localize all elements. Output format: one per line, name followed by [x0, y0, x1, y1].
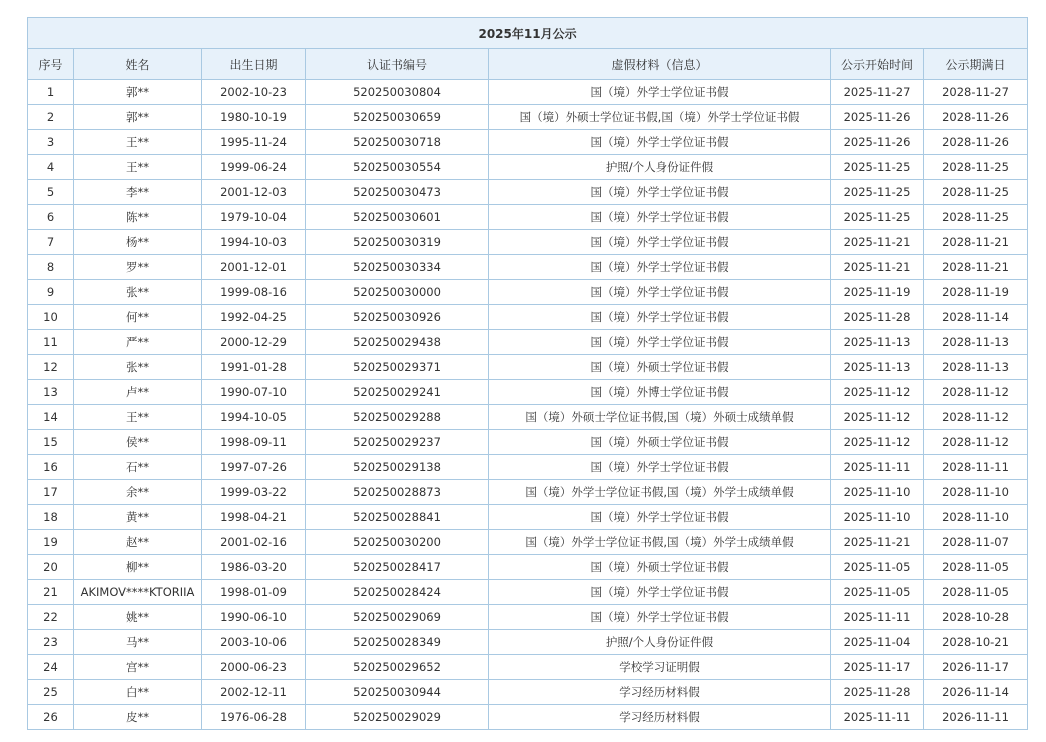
cell-index: 3 — [28, 130, 74, 155]
cell-false-material: 国（境）外学士学位证书假,国（境）外学士成绩单假 — [489, 480, 831, 505]
cell-birth-date: 1990-07-10 — [202, 380, 306, 405]
cell-index: 6 — [28, 205, 74, 230]
cell-name: 王** — [74, 405, 202, 430]
cell-birth-date: 2001-12-01 — [202, 255, 306, 280]
cell-index: 21 — [28, 580, 74, 605]
table-row — [28, 280, 1028, 305]
cell-false-material: 国（境）外硕士学位证书假 — [489, 555, 831, 580]
cell-certificate-number: 520250028424 — [306, 580, 489, 605]
cell-name: AKIMOV****KTORIIA — [74, 580, 202, 605]
table-row — [28, 130, 1028, 155]
cell-birth-date: 1991-01-28 — [202, 355, 306, 380]
cell-false-material: 国（境）外学士学位证书假 — [489, 605, 831, 630]
cell-false-material: 国（境）外硕士学位证书假,国（境）外学士学位证书假 — [489, 105, 831, 130]
cell-birth-date: 1999-06-24 — [202, 155, 306, 180]
table-row — [28, 405, 1028, 430]
cell-expiry-date: 2028-11-05 — [924, 580, 1028, 605]
cell-index: 26 — [28, 705, 74, 730]
cell-birth-date: 1992-04-25 — [202, 305, 306, 330]
table-row — [28, 655, 1028, 680]
cell-index: 24 — [28, 655, 74, 680]
table-row — [28, 430, 1028, 455]
cell-certificate-number: 520250030926 — [306, 305, 489, 330]
cell-expiry-date: 2028-11-21 — [924, 255, 1028, 280]
cell-certificate-number: 520250029371 — [306, 355, 489, 380]
cell-start-date: 2025-11-11 — [831, 605, 924, 630]
cell-name: 严** — [74, 330, 202, 355]
cell-start-date: 2025-11-12 — [831, 405, 924, 430]
cell-name: 王** — [74, 130, 202, 155]
table-body — [28, 80, 1028, 730]
column-header-expiry-date: 公示期满日 — [924, 49, 1028, 80]
cell-false-material: 国（境）外学士学位证书假 — [489, 505, 831, 530]
cell-name: 姚** — [74, 605, 202, 630]
column-header-start-date: 公示开始时间 — [831, 49, 924, 80]
table-row — [28, 555, 1028, 580]
cell-index: 2 — [28, 105, 74, 130]
cell-index: 20 — [28, 555, 74, 580]
cell-start-date: 2025-11-11 — [831, 455, 924, 480]
column-header-certificate-number: 认证书编号 — [306, 49, 489, 80]
cell-index: 13 — [28, 380, 74, 405]
table-title: 2025年11月公示 — [28, 18, 1028, 49]
table-row — [28, 180, 1028, 205]
cell-expiry-date: 2028-11-25 — [924, 205, 1028, 230]
cell-certificate-number: 520250030000 — [306, 280, 489, 305]
cell-birth-date: 1997-07-26 — [202, 455, 306, 480]
cell-certificate-number: 520250030718 — [306, 130, 489, 155]
cell-false-material: 学习经历材料假 — [489, 680, 831, 705]
cell-expiry-date: 2028-11-19 — [924, 280, 1028, 305]
cell-false-material: 国（境）外学士学位证书假 — [489, 455, 831, 480]
cell-index: 7 — [28, 230, 74, 255]
table-row — [28, 80, 1028, 105]
cell-name: 白** — [74, 680, 202, 705]
cell-index: 12 — [28, 355, 74, 380]
cell-index: 9 — [28, 280, 74, 305]
cell-birth-date: 2001-02-16 — [202, 530, 306, 555]
cell-certificate-number: 520250029069 — [306, 605, 489, 630]
cell-start-date: 2025-11-28 — [831, 680, 924, 705]
table-row — [28, 705, 1028, 730]
cell-name: 王** — [74, 155, 202, 180]
cell-expiry-date: 2028-11-26 — [924, 105, 1028, 130]
cell-birth-date: 1990-06-10 — [202, 605, 306, 630]
cell-certificate-number: 520250030804 — [306, 80, 489, 105]
cell-start-date: 2025-11-21 — [831, 255, 924, 280]
cell-false-material: 国（境）外硕士学位证书假,国（境）外硕士成绩单假 — [489, 405, 831, 430]
cell-certificate-number: 520250029138 — [306, 455, 489, 480]
cell-start-date: 2025-11-28 — [831, 305, 924, 330]
cell-expiry-date: 2026-11-14 — [924, 680, 1028, 705]
cell-name: 黄** — [74, 505, 202, 530]
cell-birth-date: 1994-10-03 — [202, 230, 306, 255]
cell-expiry-date: 2028-11-25 — [924, 180, 1028, 205]
announcement-table-container — [27, 17, 1027, 730]
cell-birth-date: 1995-11-24 — [202, 130, 306, 155]
cell-false-material: 国（境）外学士学位证书假 — [489, 255, 831, 280]
cell-false-material: 国（境）外博士学位证书假 — [489, 380, 831, 405]
cell-name: 陈** — [74, 205, 202, 230]
cell-certificate-number: 520250028841 — [306, 505, 489, 530]
cell-start-date: 2025-11-13 — [831, 330, 924, 355]
cell-false-material: 国（境）外学士学位证书假 — [489, 305, 831, 330]
cell-false-material: 国（境）外学士学位证书假 — [489, 230, 831, 255]
cell-certificate-number: 520250030334 — [306, 255, 489, 280]
cell-index: 11 — [28, 330, 74, 355]
cell-index: 1 — [28, 80, 74, 105]
cell-birth-date: 2000-12-29 — [202, 330, 306, 355]
cell-name: 郭** — [74, 80, 202, 105]
cell-index: 23 — [28, 630, 74, 655]
table-row — [28, 505, 1028, 530]
cell-birth-date: 2003-10-06 — [202, 630, 306, 655]
cell-birth-date: 1994-10-05 — [202, 405, 306, 430]
cell-start-date: 2025-11-21 — [831, 530, 924, 555]
table-row — [28, 680, 1028, 705]
cell-certificate-number: 520250029652 — [306, 655, 489, 680]
cell-index: 16 — [28, 455, 74, 480]
cell-start-date: 2025-11-11 — [831, 705, 924, 730]
cell-index: 10 — [28, 305, 74, 330]
cell-false-material: 国（境）外学士学位证书假 — [489, 580, 831, 605]
cell-birth-date: 1980-10-19 — [202, 105, 306, 130]
cell-certificate-number: 520250028417 — [306, 555, 489, 580]
cell-name: 郭** — [74, 105, 202, 130]
column-header-name: 姓名 — [74, 49, 202, 80]
table-row — [28, 255, 1028, 280]
cell-certificate-number: 520250030473 — [306, 180, 489, 205]
cell-start-date: 2025-11-12 — [831, 380, 924, 405]
cell-name: 柳** — [74, 555, 202, 580]
cell-start-date: 2025-11-05 — [831, 555, 924, 580]
cell-false-material: 国（境）外学士学位证书假 — [489, 330, 831, 355]
cell-start-date: 2025-11-27 — [831, 80, 924, 105]
cell-start-date: 2025-11-04 — [831, 630, 924, 655]
cell-birth-date: 1998-09-11 — [202, 430, 306, 455]
table-row — [28, 355, 1028, 380]
cell-birth-date: 2000-06-23 — [202, 655, 306, 680]
cell-certificate-number: 520250029438 — [306, 330, 489, 355]
cell-index: 22 — [28, 605, 74, 630]
cell-expiry-date: 2028-11-27 — [924, 80, 1028, 105]
cell-expiry-date: 2028-11-12 — [924, 380, 1028, 405]
cell-start-date: 2025-11-05 — [831, 580, 924, 605]
cell-certificate-number: 520250030659 — [306, 105, 489, 130]
cell-expiry-date: 2028-11-13 — [924, 355, 1028, 380]
cell-name: 马** — [74, 630, 202, 655]
cell-expiry-date: 2028-11-10 — [924, 505, 1028, 530]
cell-false-material: 国（境）外学士学位证书假,国（境）外学士成绩单假 — [489, 530, 831, 555]
cell-birth-date: 1999-08-16 — [202, 280, 306, 305]
announcement-table — [27, 17, 1028, 730]
cell-index: 19 — [28, 530, 74, 555]
cell-name: 卢** — [74, 380, 202, 405]
table-row — [28, 580, 1028, 605]
cell-false-material: 国（境）外学士学位证书假 — [489, 205, 831, 230]
cell-index: 4 — [28, 155, 74, 180]
cell-name: 杨** — [74, 230, 202, 255]
cell-start-date: 2025-11-12 — [831, 430, 924, 455]
cell-false-material: 国（境）外学士学位证书假 — [489, 180, 831, 205]
cell-expiry-date: 2028-11-07 — [924, 530, 1028, 555]
cell-name: 宫** — [74, 655, 202, 680]
cell-birth-date: 1998-01-09 — [202, 580, 306, 605]
cell-expiry-date: 2028-10-21 — [924, 630, 1028, 655]
cell-certificate-number: 520250030554 — [306, 155, 489, 180]
cell-certificate-number: 520250030601 — [306, 205, 489, 230]
table-row — [28, 155, 1028, 180]
cell-expiry-date: 2028-11-12 — [924, 430, 1028, 455]
cell-birth-date: 1979-10-04 — [202, 205, 306, 230]
cell-expiry-date: 2028-11-26 — [924, 130, 1028, 155]
cell-birth-date: 2002-12-11 — [202, 680, 306, 705]
cell-start-date: 2025-11-19 — [831, 280, 924, 305]
table-row — [28, 205, 1028, 230]
cell-start-date: 2025-11-26 — [831, 130, 924, 155]
cell-expiry-date: 2028-10-28 — [924, 605, 1028, 630]
cell-false-material: 学习经历材料假 — [489, 705, 831, 730]
cell-birth-date: 1986-03-20 — [202, 555, 306, 580]
table-row — [28, 230, 1028, 255]
table-row — [28, 305, 1028, 330]
cell-certificate-number: 520250028873 — [306, 480, 489, 505]
cell-index: 18 — [28, 505, 74, 530]
cell-false-material: 学校学习证明假 — [489, 655, 831, 680]
cell-start-date: 2025-11-25 — [831, 205, 924, 230]
cell-index: 17 — [28, 480, 74, 505]
cell-expiry-date: 2026-11-17 — [924, 655, 1028, 680]
cell-false-material: 国（境）外硕士学位证书假 — [489, 355, 831, 380]
cell-birth-date: 2002-10-23 — [202, 80, 306, 105]
cell-name: 张** — [74, 355, 202, 380]
cell-name: 赵** — [74, 530, 202, 555]
column-header-false-material: 虚假材料（信息） — [489, 49, 831, 80]
table-row — [28, 530, 1028, 555]
cell-certificate-number: 520250030319 — [306, 230, 489, 255]
cell-name: 石** — [74, 455, 202, 480]
cell-birth-date: 2001-12-03 — [202, 180, 306, 205]
cell-start-date: 2025-11-26 — [831, 105, 924, 130]
cell-expiry-date: 2028-11-10 — [924, 480, 1028, 505]
cell-start-date: 2025-11-25 — [831, 155, 924, 180]
cell-start-date: 2025-11-25 — [831, 180, 924, 205]
cell-start-date: 2025-11-17 — [831, 655, 924, 680]
table-header-row — [28, 49, 1028, 80]
cell-birth-date: 1998-04-21 — [202, 505, 306, 530]
cell-name: 罗** — [74, 255, 202, 280]
cell-certificate-number: 520250030944 — [306, 680, 489, 705]
cell-index: 5 — [28, 180, 74, 205]
cell-expiry-date: 2028-11-11 — [924, 455, 1028, 480]
cell-name: 皮** — [74, 705, 202, 730]
cell-false-material: 国（境）外学士学位证书假 — [489, 130, 831, 155]
cell-name: 张** — [74, 280, 202, 305]
cell-index: 8 — [28, 255, 74, 280]
cell-false-material: 护照/个人身份证件假 — [489, 155, 831, 180]
cell-certificate-number: 520250029237 — [306, 430, 489, 455]
table-row — [28, 480, 1028, 505]
table-row — [28, 605, 1028, 630]
cell-expiry-date: 2028-11-12 — [924, 405, 1028, 430]
cell-birth-date: 1976-06-28 — [202, 705, 306, 730]
cell-expiry-date: 2028-11-21 — [924, 230, 1028, 255]
cell-certificate-number: 520250029241 — [306, 380, 489, 405]
table-row — [28, 380, 1028, 405]
cell-certificate-number: 520250030200 — [306, 530, 489, 555]
cell-name: 侯** — [74, 430, 202, 455]
cell-false-material: 国（境）外学士学位证书假 — [489, 280, 831, 305]
cell-name: 余** — [74, 480, 202, 505]
table-row — [28, 330, 1028, 355]
cell-index: 14 — [28, 405, 74, 430]
cell-expiry-date: 2028-11-14 — [924, 305, 1028, 330]
table-row — [28, 455, 1028, 480]
cell-start-date: 2025-11-13 — [831, 355, 924, 380]
cell-false-material: 护照/个人身份证件假 — [489, 630, 831, 655]
table-row — [28, 630, 1028, 655]
cell-certificate-number: 520250029288 — [306, 405, 489, 430]
cell-index: 15 — [28, 430, 74, 455]
cell-expiry-date: 2028-11-25 — [924, 155, 1028, 180]
cell-expiry-date: 2028-11-05 — [924, 555, 1028, 580]
cell-start-date: 2025-11-21 — [831, 230, 924, 255]
cell-start-date: 2025-11-10 — [831, 480, 924, 505]
column-header-index: 序号 — [28, 49, 74, 80]
cell-expiry-date: 2026-11-11 — [924, 705, 1028, 730]
cell-certificate-number: 520250028349 — [306, 630, 489, 655]
table-row — [28, 105, 1028, 130]
cell-name: 李** — [74, 180, 202, 205]
cell-false-material: 国（境）外硕士学位证书假 — [489, 430, 831, 455]
cell-index: 25 — [28, 680, 74, 705]
cell-expiry-date: 2028-11-13 — [924, 330, 1028, 355]
cell-birth-date: 1999-03-22 — [202, 480, 306, 505]
column-header-birth-date: 出生日期 — [202, 49, 306, 80]
cell-false-material: 国（境）外学士学位证书假 — [489, 80, 831, 105]
table-title-row — [28, 18, 1028, 49]
cell-name: 何** — [74, 305, 202, 330]
cell-certificate-number: 520250029029 — [306, 705, 489, 730]
cell-start-date: 2025-11-10 — [831, 505, 924, 530]
